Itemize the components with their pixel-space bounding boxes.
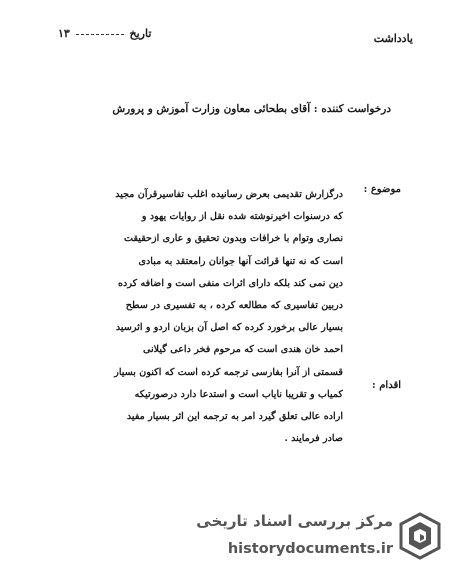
body-line: است که نه تنها قرائت آنها جوانان رامعتقد به مبادی — [138, 255, 343, 267]
watermark-name: مرکز بررسی اسناد تاریخی — [196, 512, 393, 530]
body-line: اراده عالی تعلق گیرد امر به ترجمه این اثر بسیار مفید — [126, 411, 343, 423]
body-line: قسمتی از آنرا بفارسی ترجمه کرده است که اکنون بسیار — [114, 366, 343, 378]
body-line: دربین تفاسیری که مطالعه کرده ، به تفسیری در سطح — [125, 300, 343, 312]
body-line: نصاری وتوام با خرافات وبدون تحقیق و عاری ازحقیقت — [124, 233, 343, 245]
body-line: احمد خان هندی است که مرحوم فخر داعی گیلانی — [143, 344, 343, 356]
body-text — [27, 184, 343, 450]
date-field — [58, 27, 151, 40]
institution-logo-icon — [397, 512, 443, 560]
body-line: کمیاب و تقریبا نایاب است و استدعا دارد درصورتیکه — [134, 388, 343, 400]
body-line: دین نمی کند بلکه دارای اثرات منفی است و اضافه کرده — [118, 277, 343, 289]
watermark-url: historydocuments.ir — [227, 541, 393, 557]
body-line: درگزارش تقدیمی بعرض رسانیده اغلب تفاسیرقرآن مجید — [115, 189, 343, 200]
subject-label: موضوع : — [363, 184, 401, 195]
body-line: که درسنوات اخیرنوشته شده نقل از روایات یهود و — [141, 211, 343, 223]
page-title: یادداشت — [373, 32, 413, 45]
body-line: بسیار عالی برخورد کرده که اصل آن بزبان اردو و اثرسید — [115, 322, 343, 334]
body-line: صادر فرمایند . — [284, 433, 343, 445]
date-year: ۱۳ — [58, 27, 70, 40]
requester-line: درخواست کننده : آقای بطحائی معاون وزارت آموزش و پرورش — [112, 103, 391, 115]
date-label: تاریخ — [129, 27, 152, 40]
date-blank — [76, 34, 124, 35]
watermark — [150, 508, 445, 568]
action-label: اقدام : — [372, 380, 401, 391]
